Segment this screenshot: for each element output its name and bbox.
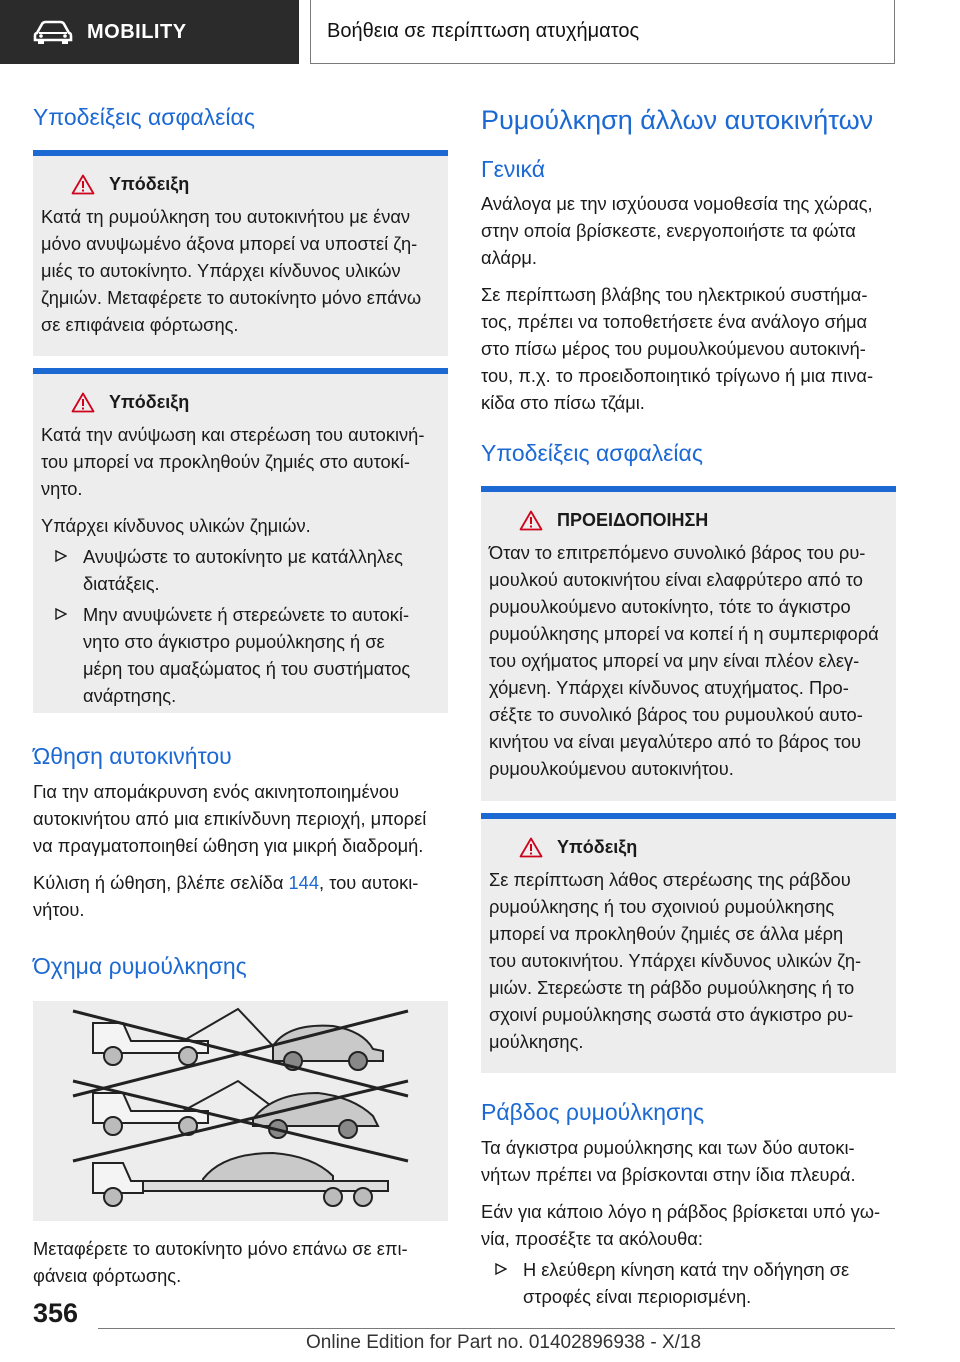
mobility-tab[interactable]: [0, 0, 299, 64]
note-header: [519, 837, 886, 858]
note-header: [71, 392, 438, 413]
triangle-bullet-icon: [55, 608, 67, 620]
section-title-tab: [310, 0, 895, 64]
text-line: Κατά την ανύψωση και στερέωση του αυτοκινή‐: [41, 423, 425, 445]
text-line: κίδα στο πίσω τζάμι.: [481, 391, 645, 413]
page-number: 356: [33, 1298, 79, 1328]
edition-footer: Online Edition for Part no. 01402896938 - X/18: [306, 1332, 702, 1353]
text-line: του οχήματος μπορεί να μην είναι πλέον ελεγ‐: [489, 649, 860, 671]
note-box-3: [481, 813, 896, 1073]
text-line: νητο.: [41, 477, 83, 499]
safety-heading-left: Υποδείξεις ασφαλείας: [33, 104, 255, 130]
text-line: Κατά τη ρυμούλκηση του αυτοκινήτου με έναν: [41, 205, 411, 227]
warning-box: [481, 486, 896, 801]
text-line: Τα άγκιστρα ρυμούλκησης και των δύο αυτοκι‐: [481, 1137, 855, 1159]
text-line: χόμενη. Υπάρχει κίνδυνος ατυχήματος. Προ‐: [489, 676, 849, 698]
safety-heading-right: Υποδείξεις ασφαλείας: [481, 439, 703, 466]
text-line: σε επιφάνεια φόρτωσης.: [41, 313, 239, 335]
text-line: Σε περίπτωση λάθος στερέωσης της ράβδου: [489, 868, 851, 890]
note-heading: Υπόδειξη: [557, 836, 638, 857]
text-line: φάνεια φόρτωσης.: [33, 1264, 182, 1286]
section-title: Βοήθεια σε περίπτωση ατυχήματος: [327, 20, 640, 42]
top-bar: [0, 0, 960, 64]
right-column: [481, 94, 896, 1310]
tow-trucks-image: [33, 1001, 448, 1221]
text-line: Για την απομάκρυνση ενός ακινητοποιημένου: [33, 781, 400, 803]
text-line: μιών. Στερεώστε τη ράβδο ρυμούλκησης ή το: [489, 976, 855, 998]
text-line: στο πίσω μέρος του ρυμουλκούμενου αυτοκινή‐: [481, 337, 866, 359]
text-line: Ανάλογα με την ισχύουσα νομοθεσία της χώρας,: [481, 192, 873, 214]
text-line: μούλκησης.: [489, 1030, 584, 1052]
note-box-2: [33, 368, 448, 713]
note-header: [71, 174, 438, 195]
note-heading: Υπόδειξη: [109, 173, 190, 194]
text-line: Σε περίπτωση βλάβης του ηλεκτρικού συστήμα‐: [481, 283, 868, 305]
text-line: Όταν το επιτρεπόμενο συνολικό βάρος του ρυ‐: [489, 541, 866, 563]
action-list: [41, 543, 438, 709]
triangle-bullet-icon: [495, 1263, 507, 1275]
warning-heading: ΠΡΟΕΙΔΟΠΟΙΗΣΗ: [557, 509, 709, 530]
text-line: ρυμούλκησης μπορεί να κοπεί ή η συμπεριφορά: [489, 622, 879, 644]
tow-vehicle-illustration: [33, 1001, 448, 1221]
note-box-1: [33, 150, 448, 356]
text-line: μόνο ανυψωμένο άξονα μπορεί να υποστεί ζη‐: [41, 232, 418, 254]
towing-main-heading: Ρυμούλκηση άλλων αυτοκινήτων: [481, 105, 874, 135]
text-line: να πραγματοποιηθεί ώθηση για μικρή διαδρομή.: [33, 835, 424, 857]
text-line: νήτων πρέπει να βρίσκονται στην ίδια πλευρά.: [481, 1164, 856, 1186]
text-line: σχοινί ρυμούλκησης σωστά στο άγκιστρο ρυ‐: [489, 1003, 854, 1025]
text-line: του αυτοκινήτου. Υπάρχει κίνδυνος υλικών ζη‐: [489, 949, 862, 971]
warning-triangle-icon: [71, 392, 95, 413]
text-line: τος, πρέπει να τοποθετήσετε ένα ανάλογο σήμα: [481, 310, 868, 332]
text-line: του μπορεί να προκληθούν ζημιές στο αυτοκί‐: [41, 450, 410, 472]
text-line: Εάν για κάποιο λόγο η ράβδος βρίσκεται υπό γω‐: [481, 1201, 881, 1223]
text-line: αλάρμ.: [481, 246, 538, 268]
risk-text: Υπάρχει κίνδυνος υλικών ζημιών.: [41, 514, 311, 536]
tow-vehicle-heading: Όχημα ρυμούλκησης: [33, 953, 247, 980]
text-line: αυτοκινήτου από μια επικίνδυνη περιοχή, μπορεί: [33, 808, 427, 830]
text-line: μπορεί να προκληθούν ζημιές σε άλλα μέρη: [489, 922, 844, 944]
text-line: ρυμουλκούμενο αυτοκίνητο, τότε το άγκιστρο: [489, 595, 851, 617]
general-heading: Γενικά: [481, 156, 546, 183]
warning-header: [519, 510, 886, 531]
text-line: Μεταφέρετε το αυτοκίνητο μόνο επάνω σε επι‐: [33, 1237, 408, 1259]
text-line: ρυμουλκούμενου αυτοκινήτου.: [489, 757, 734, 779]
car-icon: [33, 19, 73, 45]
text-line: ρυμούλκησης ή του σχοινιού ρυμούλκησης: [489, 895, 835, 917]
warning-triangle-icon: [71, 174, 95, 195]
footer-divider: [98, 1328, 895, 1329]
text-line: σέξτε το συνολικό βάρος του ρυμουλκού αυτο‐: [489, 703, 863, 725]
text-line: ζημιών. Μεταφέρετε το αυτοκίνητο μόνο επάνω: [41, 286, 422, 308]
warning-triangle-icon: [519, 510, 543, 531]
rod-list: [481, 1256, 896, 1310]
note-heading: Υπόδειξη: [109, 391, 190, 412]
text-line: μουλκού αυτοκινήτου είναι ελαφρύτερο από το: [489, 568, 863, 590]
page-link[interactable]: 144: [288, 872, 320, 894]
rod-heading: Ράβδος ρυμούλκησης: [481, 1098, 705, 1125]
text-line: μιές το αυτοκίνητο. Υπάρχει κίνδυνος υλικών: [41, 259, 401, 281]
triangle-bullet-icon: [55, 550, 67, 562]
mobility-tab-label: MOBILITY: [87, 20, 187, 43]
text-line: του, π.χ. το προειδοποιητικό τρίγωνο ή μια πινα‐: [481, 364, 874, 386]
text-line: στην οποία βρίσκεστε, ενεργοποιήστε τα φώτα: [481, 219, 856, 241]
text-line: νία, προσέξτε τα ακόλουθα:: [481, 1228, 703, 1250]
text-line: κινήτου να είναι μεγαλύτερο από το βάρος του: [489, 730, 861, 752]
list-item: Η ελεύθερη κίνηση κατά την οδήγηση σε στροφές είναι περιορισμένη.: [481, 1256, 896, 1310]
list-item: Ανυψώστε το αυτοκίνητο με κατάλληλες διατάξεις.: [41, 543, 438, 597]
warning-triangle-icon: [519, 837, 543, 858]
page-reference: Κύλιση ή ώθηση, βλέπε σελίδα 144, του αυτοκι‐: [33, 872, 419, 894]
left-column: [33, 94, 448, 1289]
list-item: Μην ανυψώνετε ή στερεώνετε το αυτοκί‐ νητο στο άγκιστρο ρυμούλκησης ή σε μέρη του αμαξώματος ή του συστήματος ανάρτησης.: [41, 601, 438, 709]
text-line: νήτου.: [33, 899, 85, 921]
push-heading: Ώθηση αυτοκινήτου: [33, 742, 232, 769]
